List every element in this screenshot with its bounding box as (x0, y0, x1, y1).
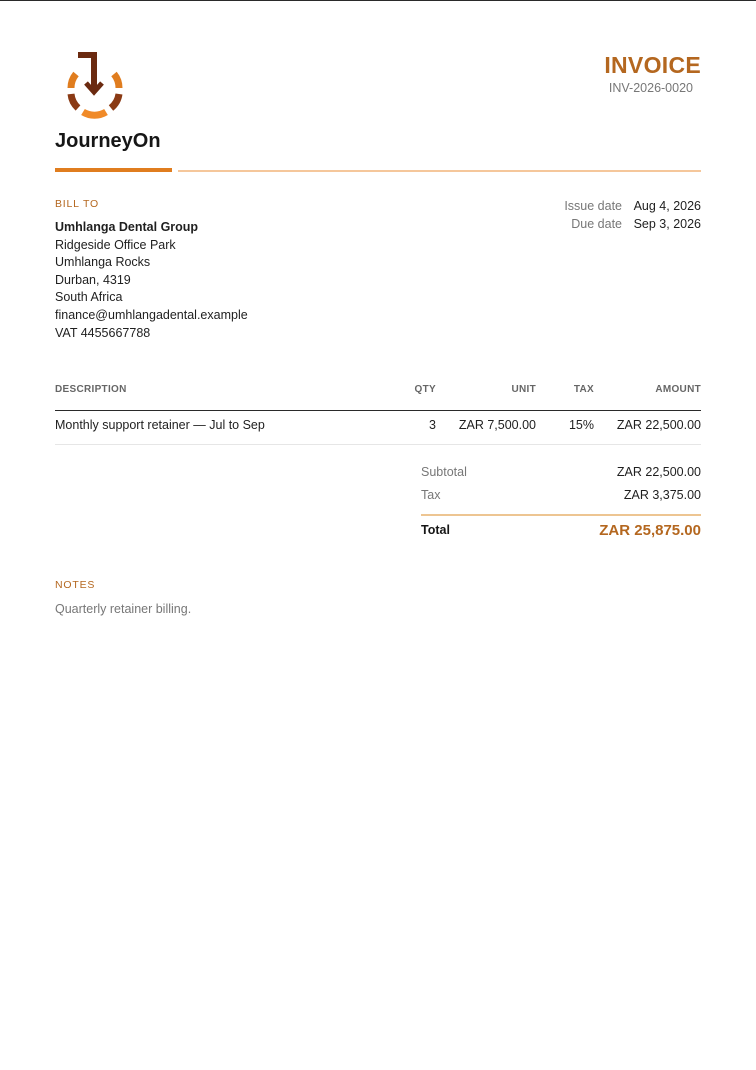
totals-divider (421, 514, 701, 516)
row-tax: 15% (568, 418, 594, 432)
col-description: DESCRIPTION (55, 384, 127, 395)
table-header-rule (55, 410, 701, 411)
col-qty: QTY (414, 384, 436, 395)
bill-to-block (55, 219, 248, 342)
journeyon-logo-icon (64, 52, 126, 122)
notes-text: Quarterly retainer billing. (55, 602, 192, 616)
invoice-number: INV-2026-0020 (608, 81, 693, 95)
notes-label: NOTES (55, 579, 96, 591)
table-row-divider (55, 444, 701, 445)
tax-label: Tax (421, 488, 441, 502)
tax-value: ZAR 3,375.00 (623, 488, 701, 502)
col-unit: UNIT (511, 384, 536, 395)
client-address-line-1: Ridgeside Office Park (55, 237, 176, 252)
brand-name: JourneyOn (55, 130, 161, 152)
row-qty: 3 (429, 418, 436, 432)
client-city: Durban, 4319 (55, 272, 131, 287)
subtotal-value: ZAR 22,500.00 (616, 465, 701, 479)
client-email: finance@umhlangadental.example (55, 307, 248, 322)
invoice-dates (552, 197, 701, 233)
due-date-value: Sep 3, 2026 (633, 217, 701, 231)
header-divider (178, 170, 701, 172)
issue-date-value: Aug 4, 2026 (633, 199, 701, 213)
row-description: Monthly support retainer — Jul to Sep (55, 418, 265, 432)
table-row (55, 418, 701, 434)
client-address-line-2: Umhlanga Rocks (55, 255, 151, 270)
issue-date-label: Issue date (564, 199, 622, 213)
invoice-title: INVOICE (604, 52, 701, 78)
invoice-page (55, 1, 701, 1070)
total-value: ZAR 25,875.00 (599, 522, 701, 539)
due-date-label: Due date (571, 217, 622, 231)
col-tax: TAX (573, 384, 594, 395)
client-name: Umhlanga Dental Group (55, 220, 199, 234)
line-items-header (55, 384, 701, 398)
bill-to-label: BILL TO (55, 198, 99, 210)
subtotal-label: Subtotal (421, 465, 467, 479)
header-accent-rule (55, 168, 172, 172)
total-label: Total (421, 523, 450, 537)
client-country: South Africa (55, 290, 123, 305)
row-amount: ZAR 22,500.00 (616, 418, 701, 432)
client-vat: VAT 4455667788 (55, 325, 151, 340)
col-amount: AMOUNT (655, 384, 701, 395)
row-unit: ZAR 7,500.00 (458, 418, 536, 432)
